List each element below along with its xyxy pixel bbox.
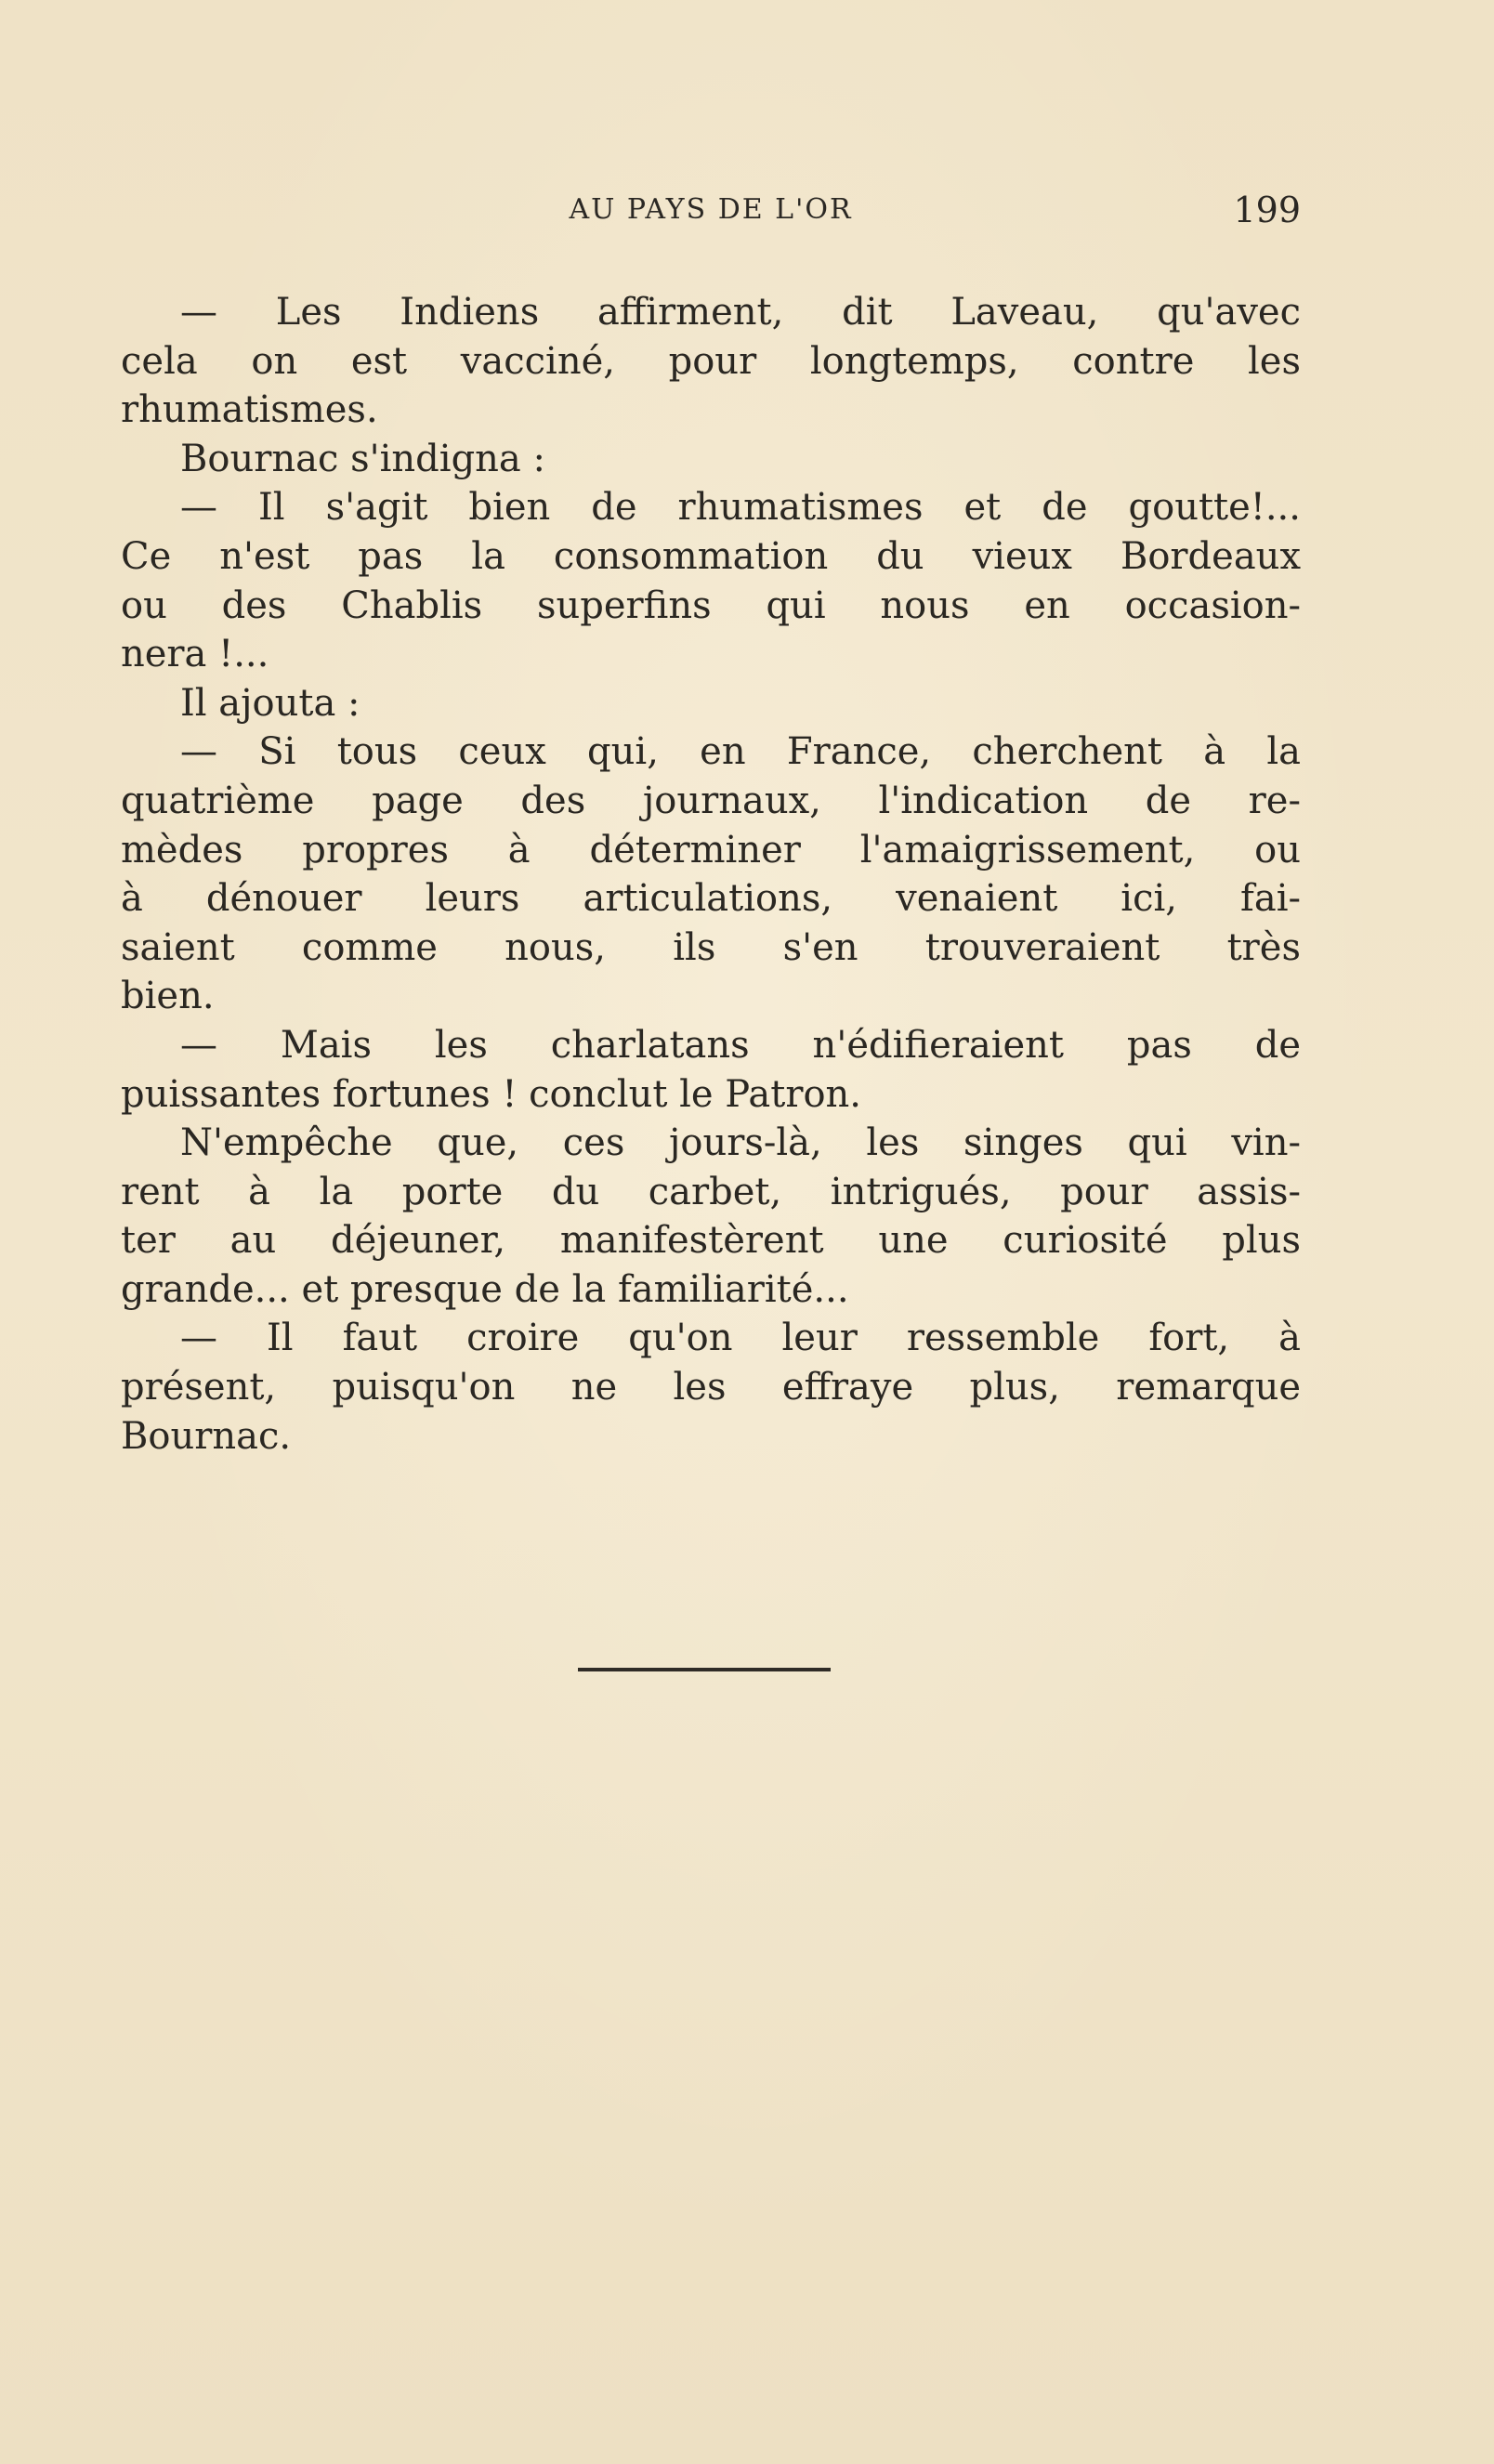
text-line: Il ajouta : bbox=[180, 681, 360, 725]
text-line: Bournac s'indigna : bbox=[180, 437, 545, 480]
section-end-rule bbox=[578, 1668, 831, 1671]
text-line: ter au déjeuner, manifestèrent une curiosité plus bbox=[121, 1219, 1301, 1263]
text-line: rent à la porte du carbet, intrigués, pour assis- bbox=[121, 1170, 1301, 1213]
text-line: à dénouer leurs articulations, venaient ici, fai- bbox=[121, 877, 1301, 921]
text-line: — Les Indiens affirment, dit Laveau, qu'avec bbox=[180, 291, 1301, 334]
text-line: — Il faut croire qu'on leur ressemble fort, à bbox=[180, 1317, 1301, 1360]
text-line: bien. bbox=[121, 975, 215, 1018]
text-line: cela on est vacciné, pour longtemps, contre les bbox=[121, 339, 1301, 383]
text-line: — Mais les charlatans n'édifieraient pas de bbox=[180, 1023, 1301, 1067]
text-line: — Si tous ceux qui, en France, cherchent à la bbox=[180, 730, 1301, 774]
text-line: — Il s'agit bien de rhumatismes et de goutte!... bbox=[180, 486, 1301, 530]
body-text bbox=[121, 288, 1301, 1461]
text-line: nera !... bbox=[121, 633, 269, 676]
text-line: Ce n'est pas la consommation du vieux Bordeaux bbox=[121, 534, 1301, 578]
running-title: AU PAYS DE L'OR bbox=[569, 193, 853, 226]
text-line: N'empêche que, ces jours-là, les singes qui vin- bbox=[180, 1121, 1301, 1165]
text-line: présent, puisqu'on ne les effraye plus, remarque bbox=[121, 1366, 1301, 1409]
text-line: grande... et presque de la familiarité... bbox=[121, 1267, 849, 1311]
text-line: saient comme nous, ils s'en trouveraient très bbox=[121, 925, 1301, 969]
text-line: puissantes fortunes ! conclut le Patron. bbox=[121, 1072, 862, 1116]
text-line: mèdes propres à déterminer l'amaigrissement, ou bbox=[121, 828, 1301, 872]
text-line: Bournac. bbox=[121, 1414, 292, 1458]
text-line: ou des Chablis superfins qui nous en occasion- bbox=[121, 583, 1301, 627]
text-line: quatrième page des journaux, l'indication de re- bbox=[121, 779, 1301, 822]
text-line: rhumatismes. bbox=[121, 388, 378, 432]
page-number: 199 bbox=[1233, 190, 1301, 230]
running-head bbox=[121, 190, 1301, 240]
